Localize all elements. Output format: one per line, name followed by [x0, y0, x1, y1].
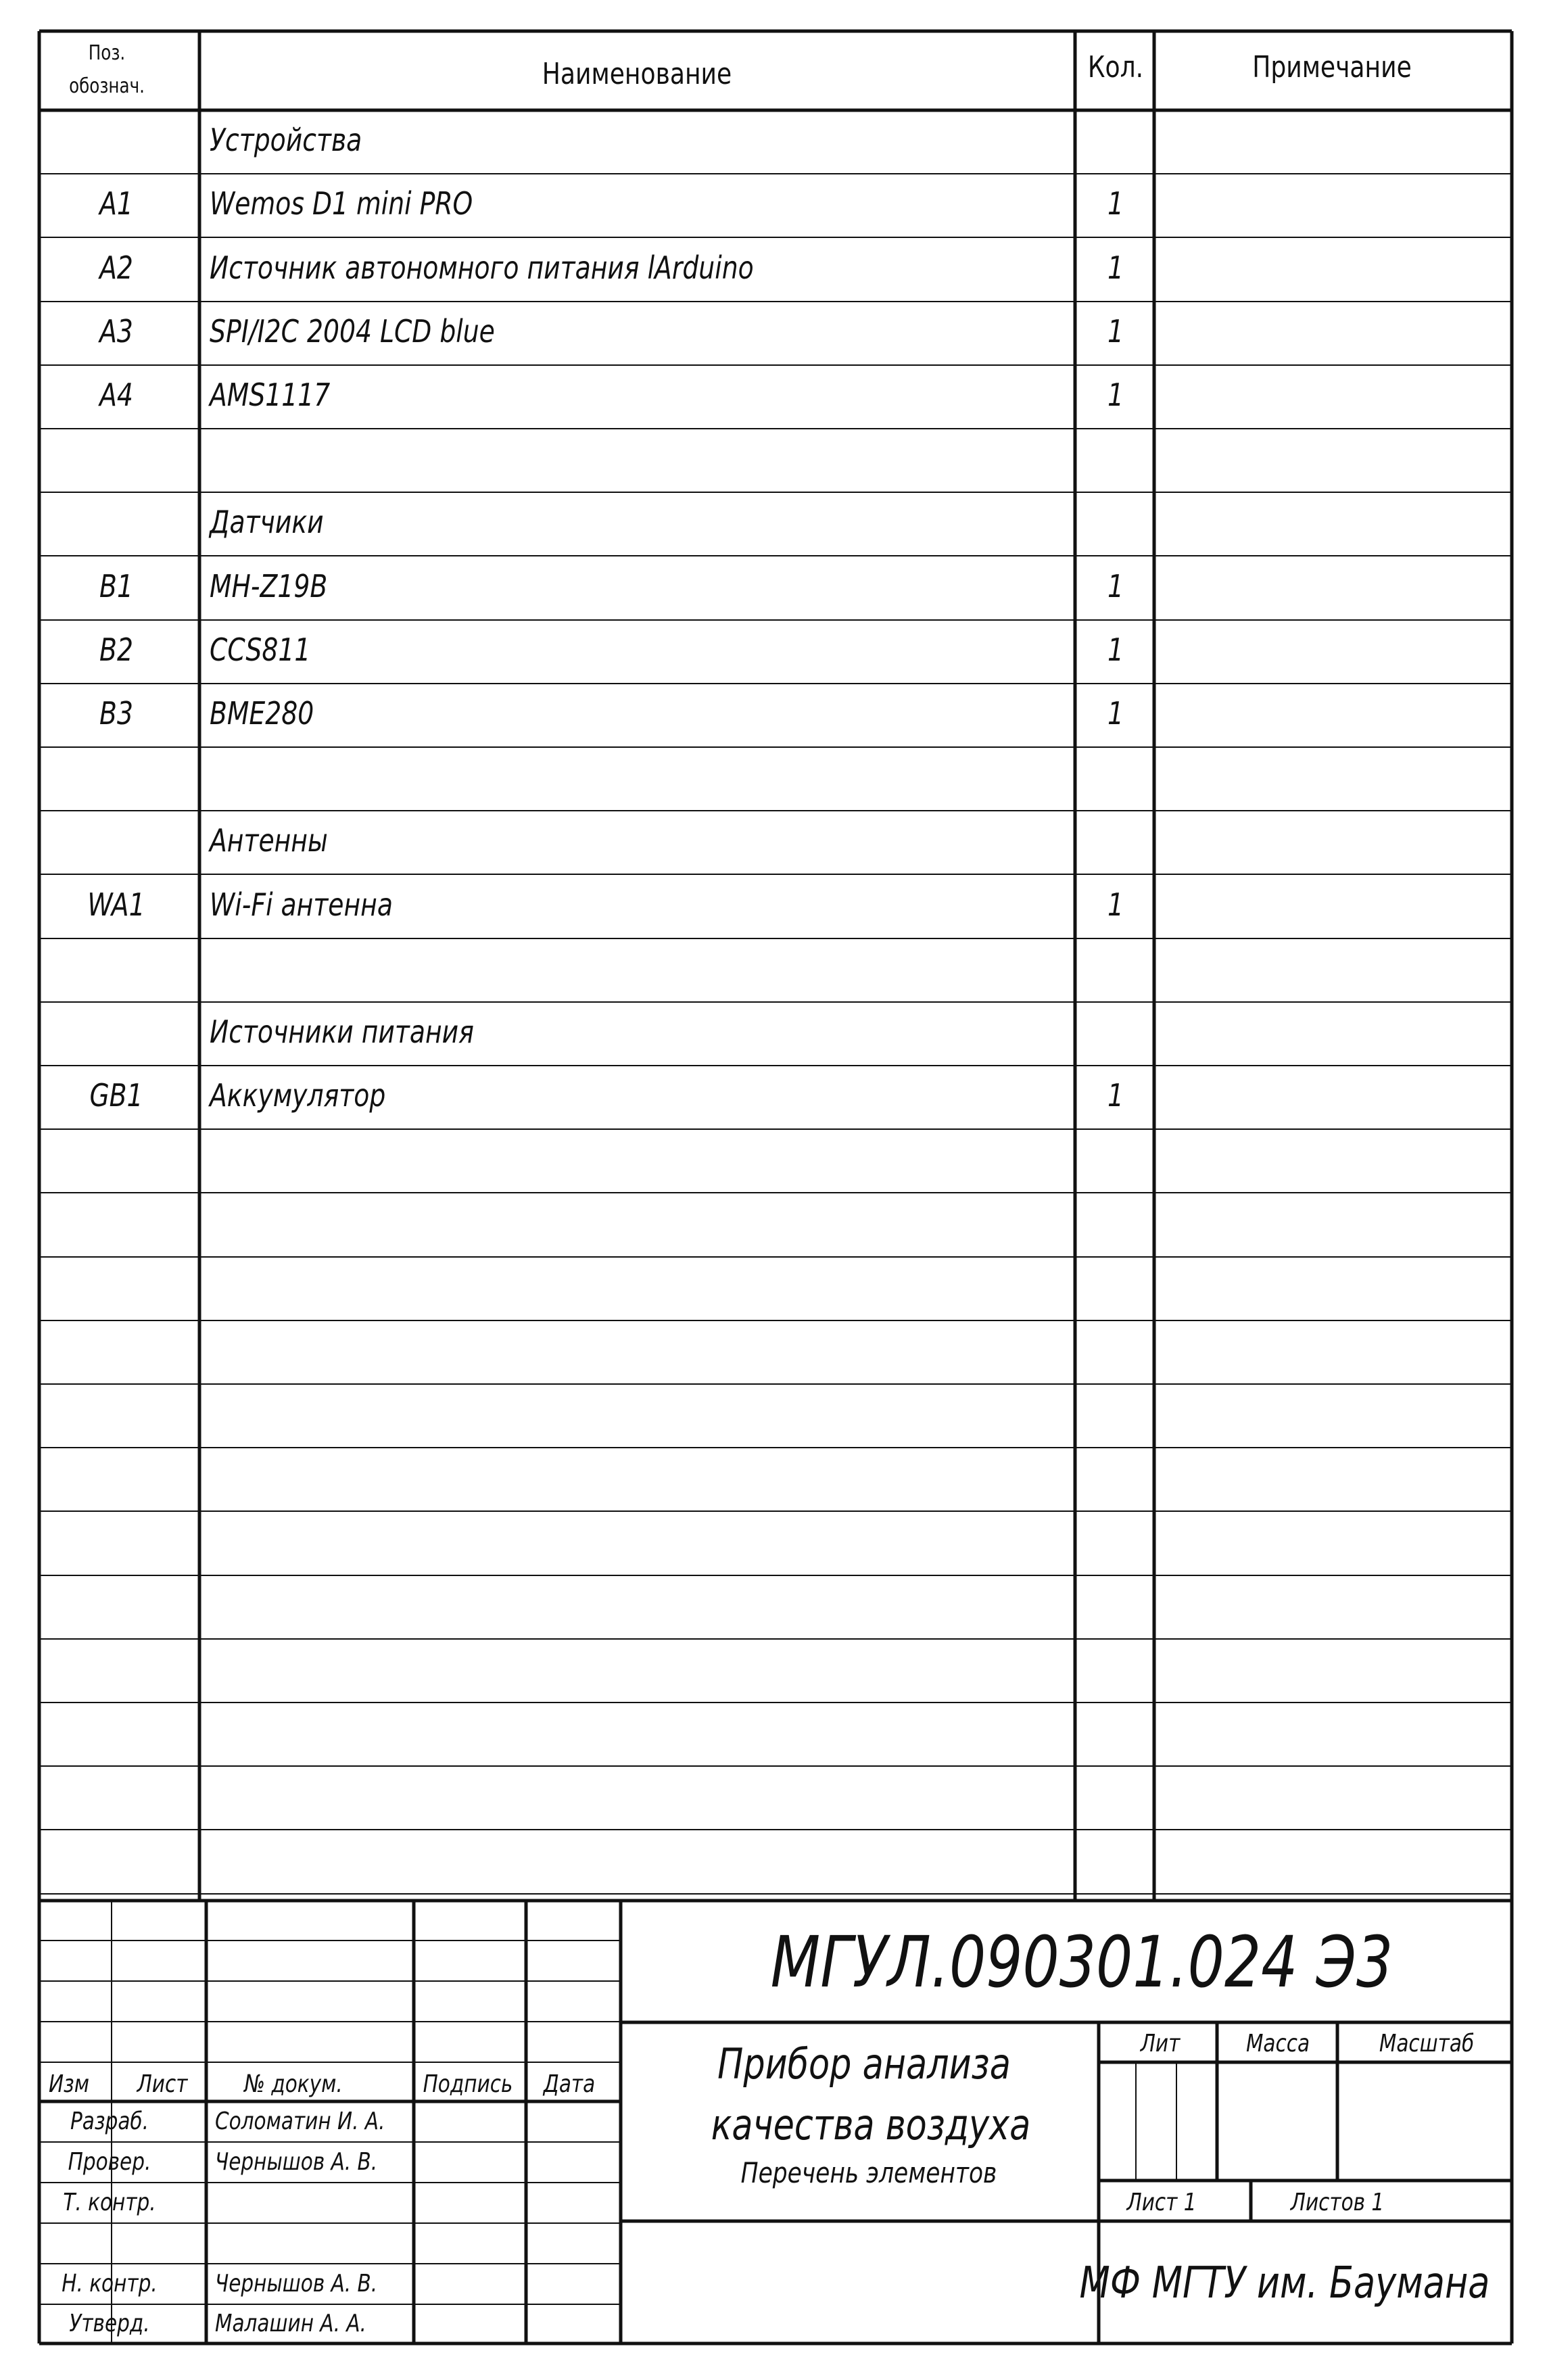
- row-position: B3: [99, 694, 133, 732]
- row-name: MH-Z19B: [210, 567, 328, 604]
- row-position: A2: [99, 249, 133, 286]
- signature-person: Чернышов А. В.: [215, 2148, 378, 2176]
- row-position: WA1: [87, 886, 145, 923]
- row-name: AMS1117: [210, 376, 331, 413]
- row-position: A3: [99, 312, 133, 350]
- lit-label: Лит: [1140, 2030, 1181, 2057]
- signature-role: Т. контр.: [63, 2189, 156, 2216]
- sheets-total: Листов 1: [1290, 2189, 1385, 2216]
- header-pos-line2: обознач.: [69, 74, 145, 98]
- row-position: GB1: [89, 1077, 143, 1114]
- row-position: A4: [99, 376, 133, 413]
- row-quantity: 1: [1107, 185, 1124, 222]
- row-name: CCS811: [210, 631, 311, 668]
- row-position: A1: [99, 185, 133, 222]
- row-quantity: 1: [1107, 312, 1124, 350]
- header-qty: Кол.: [1087, 50, 1144, 85]
- header-name: Наименование: [542, 57, 732, 91]
- row-quantity: 1: [1107, 1077, 1124, 1114]
- col-izm-label: Изм: [48, 2070, 90, 2098]
- row-name: Антенны: [210, 822, 328, 859]
- signature-role: Утверд.: [69, 2310, 150, 2337]
- row-position: B2: [99, 631, 133, 668]
- signature-role: Разраб.: [70, 2108, 149, 2135]
- signature-role: Провер.: [68, 2148, 151, 2176]
- signature-person: Малашин А. А.: [215, 2310, 366, 2337]
- row-name: BME280: [210, 694, 314, 732]
- sheet-number: Лист 1: [1126, 2189, 1197, 2216]
- signature-role: Н. контр.: [62, 2270, 158, 2298]
- row-name: SPI/I2C 2004 LCD blue: [210, 312, 495, 350]
- doc-type: Перечень элементов: [740, 2156, 997, 2189]
- header-pos-line1: Поз.: [88, 41, 126, 65]
- row-quantity: 1: [1107, 694, 1124, 732]
- row-name: Wi-Fi антенна: [210, 886, 393, 923]
- scale-label: Масштаб: [1379, 2030, 1475, 2057]
- mass-label: Масса: [1245, 2030, 1310, 2057]
- row-quantity: 1: [1107, 631, 1124, 668]
- title-line-2: качества воздуха: [711, 2100, 1031, 2149]
- row-name: Датчики: [210, 504, 324, 541]
- row-name: Аккумулятор: [210, 1077, 386, 1114]
- row-name: Wemos D1 mini PRO: [210, 185, 473, 222]
- row-name: Устройства: [210, 122, 362, 159]
- signature-person: Чернышов А. В.: [215, 2270, 378, 2298]
- col-docnum-label: № докум.: [244, 2070, 343, 2098]
- organization: МФ МГТУ им. Баумана: [1079, 2258, 1490, 2308]
- doc-code: МГУЛ.090301.024 Э3: [770, 1921, 1393, 2003]
- row-name: Источник автономного питания lArduino: [210, 249, 754, 286]
- row-quantity: 1: [1107, 567, 1124, 604]
- row-quantity: 1: [1107, 886, 1124, 923]
- row-quantity: 1: [1107, 376, 1124, 413]
- row-name: Источники питания: [210, 1013, 474, 1050]
- col-date-label: Дата: [543, 2070, 596, 2098]
- col-list-label: Лист: [137, 2070, 188, 2098]
- col-sign-label: Подпись: [423, 2070, 513, 2098]
- row-quantity: 1: [1107, 249, 1124, 286]
- header-note: Примечание: [1252, 50, 1412, 85]
- title-line-1: Прибор анализа: [717, 2039, 1011, 2089]
- signature-person: Соломатин И. А.: [215, 2108, 385, 2135]
- row-position: B1: [99, 567, 133, 604]
